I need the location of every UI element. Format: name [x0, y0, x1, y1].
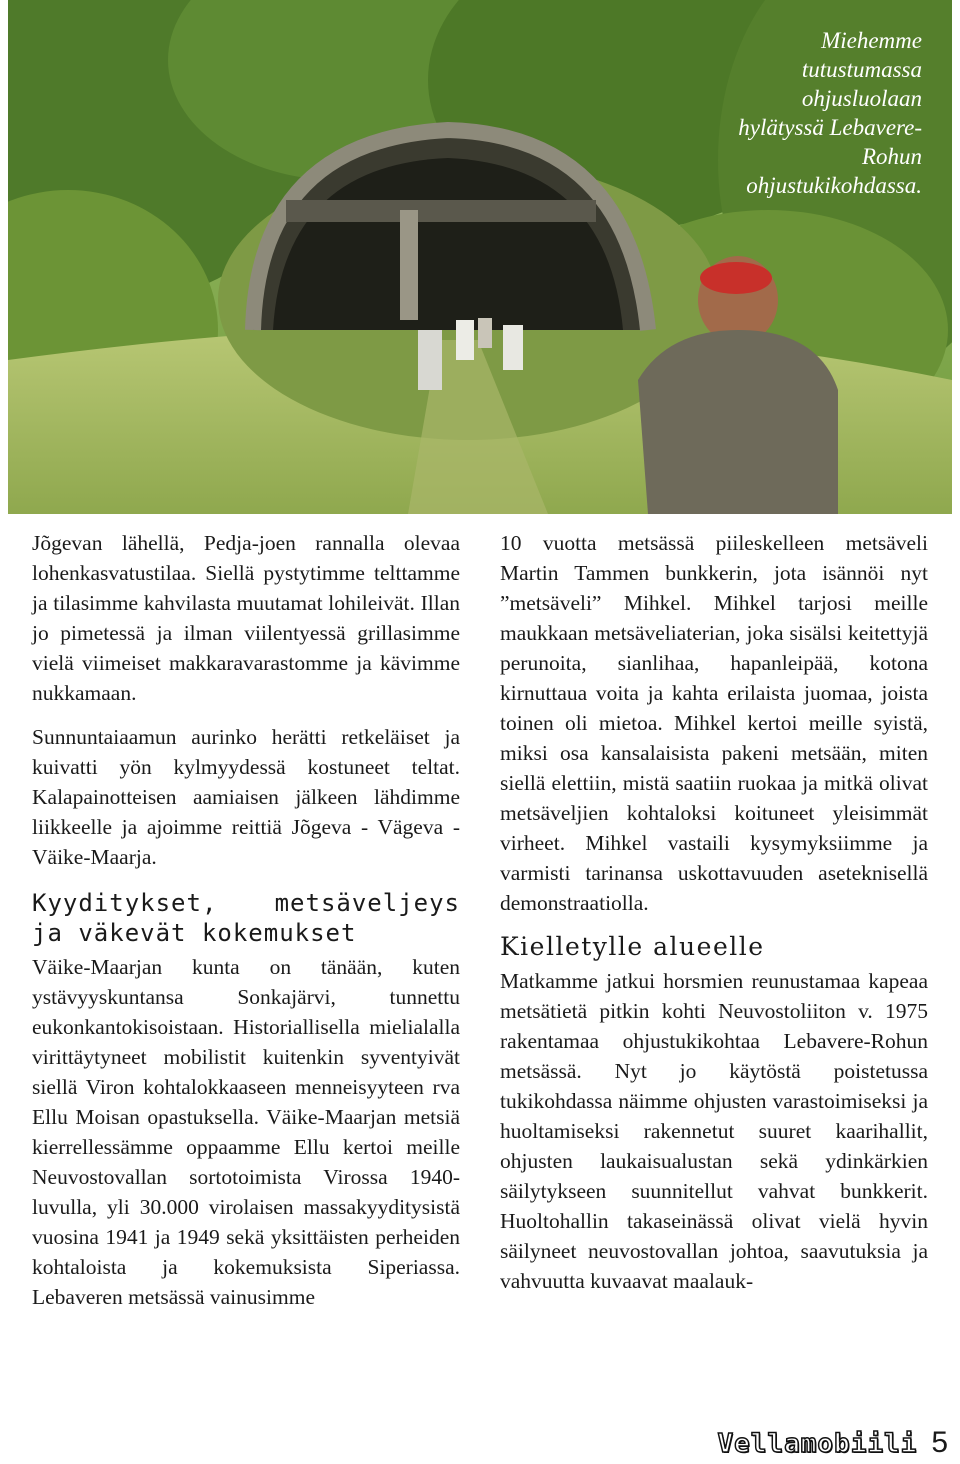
left-paragraph-3: Väike-Maarjan kunta on tänään, kuten ystävyyskuntansa Sonkajärvi, tunnettu eukonkantokisoistaan. Historiallisella mielialalla virittäytyneet mobilistit kuitenkin syventyivät siellä Viron kohtalokkaaseen menneisyyteen rva Ellu Moisan opastuksella. Väike-Maarjan metsiä kierrellessämme oppaamme Ellu kertoi meille Neuvostovallan sortotoimista Virossa 1940-luvulla, yli 30.000 virolaisen massakyyditysistä vuosina 1941 ja 1949 sekä yksittäisten perheiden kohtaloista ja kokemuksista Siperiassa. Lebaveren metsässä vainusimme [32, 955, 460, 1309]
left-column [32, 528, 460, 1312]
magazine-brand: Vellamobiili [717, 1429, 918, 1459]
left-paragraph-1: Jõgevan lähellä, Pedja-joen rannalla olevaa lohenkasvatustilaa. Siellä pystytimme telttamme ja tilasimme kahvilasta muutamat lohileivät. Illan jo pimetessä ja ilman viilentyessä grillasimme vielä viimeiset makkaravarastomme ja kävimme nukkamaan. [32, 531, 460, 705]
right-paragraph-1: 10 vuotta metsässä piileskelleen metsäveli Martin Tammen bunkkerin, jota isännöi nyt ”metsäveli” Mihkel. Mihkel tarjosi meille maukkaan metsäveliaterian, joka sisälsi keitettyjä perunoita, sianlihaa, hapanleipää, kotona kirnuttaua voita ja kahta erilaista juomaa, joista toinen oli mietoa. Mihkel kertoi meille syistä, miksi osa kansalaisista pakeni metsään, miten siellä elettiin, mistä saatiin ruokaa ja mitkä olivat metsäveljien kohtaloksi koituneet yleisimmät virheet. Mihkel vastaili kysymyksiimme ja varmisti tarinansa uskottavuuden aseteknisellä demonstraatiolla. [500, 531, 928, 915]
page-number: 5 [931, 1426, 948, 1459]
left-paragraph-2: Sunnuntaiaamun aurinko herätti retkeläiset ja kuivatti yön kylmyydessä kostuneet teltat. Kalapainotteisen aamiaisen jälkeen lähdimme liikkeelle ja ajoimme reittiä Jõgeva - Vägeva - Väike-Maarja. [32, 725, 460, 869]
photo-missile-tunnel [8, 0, 952, 514]
right-column [500, 528, 928, 1296]
left-section-heading: Kyyditykset, metsäveljeys ja väkevät kokemukset [32, 889, 460, 947]
photo-caption: Miehemme tutustumassa ohjusluolaan hylätyssä Lebavere-Rohun ohjustukikohdassa. [738, 28, 922, 198]
right-paragraph-2: Matkamme jatkui horsmien reunustamaa kapeaa metsätietä pitkin kohti Neuvostoliiton v. 1975 rakentamaa ohjustukikohtaa Lebavere-Rohun metsässä. Nyt jo käytöstä poistetussa tukikohdassa näimme ohjusten varastoimiseksi ja huoltamiseksi rakennetut suuret kaarihallit, ohjusten laukaisualustan sekä ydinkärkien säilytykseen suunnitellut vahvat bunkkerit. Huoltohallin takaseinässä olivat vielä hyvin säilyneet neuvostovallan johtoa, saavutuksia ja vahvuutta kuvaavat maalauk- [500, 969, 928, 1293]
page-footer [717, 1426, 948, 1460]
right-section-heading: Kielletylle alueelle [500, 932, 765, 961]
